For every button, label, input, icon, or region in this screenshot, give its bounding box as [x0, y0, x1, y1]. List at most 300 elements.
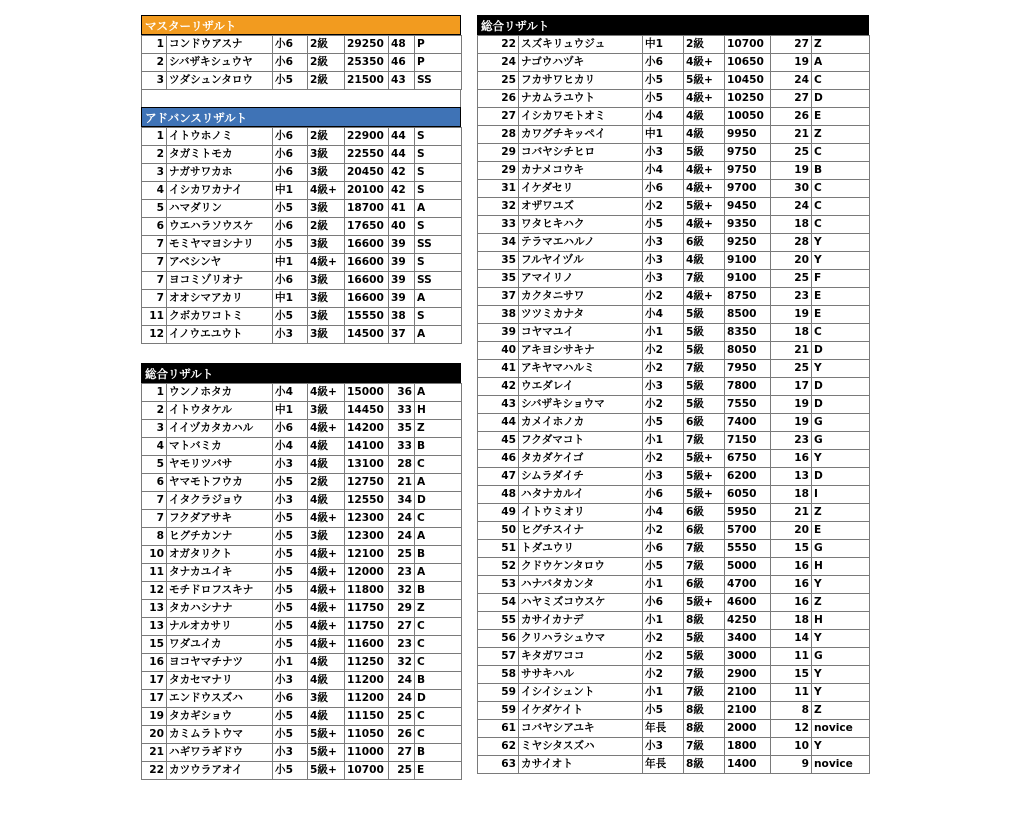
class-cell: S: [415, 218, 462, 236]
advance-rows: [142, 128, 462, 344]
class-cell: C: [415, 708, 462, 726]
level-cell: 4級: [684, 252, 725, 270]
class-cell: P: [415, 36, 462, 54]
score-cell: 10250: [725, 90, 771, 108]
name-cell: フクダアサキ: [167, 510, 273, 528]
class-cell: F: [812, 270, 870, 288]
name-cell: クボカワコトミ: [167, 308, 273, 326]
level-cell: 5級: [684, 144, 725, 162]
grade-cell: 小4: [643, 108, 684, 126]
table-row: [142, 146, 462, 164]
name-cell: カクタニサワ: [519, 288, 643, 306]
level-cell: 7級: [684, 270, 725, 288]
grade-cell: 小3: [273, 492, 308, 510]
name-cell: ワダユイカ: [167, 636, 273, 654]
score-cell: 11600: [345, 636, 389, 654]
score-cell: 2000: [725, 720, 771, 738]
name-cell: アベシンヤ: [167, 254, 273, 272]
score-cell: 16600: [345, 290, 389, 308]
level-cell: 6級: [684, 522, 725, 540]
level-cell: 4級: [308, 708, 345, 726]
table-row: [142, 618, 462, 636]
grade-cell: 小6: [643, 594, 684, 612]
total-right-section: [477, 15, 869, 774]
score-cell: 18700: [345, 200, 389, 218]
score-cell: 12550: [345, 492, 389, 510]
name-cell: モミヤマヨシナリ: [167, 236, 273, 254]
class-cell: S: [415, 308, 462, 326]
grade-cell: 小2: [643, 288, 684, 306]
rank-cell: 20: [142, 726, 167, 744]
score-cell: 10450: [725, 72, 771, 90]
points-cell: 27: [389, 744, 415, 762]
points-cell: 18: [771, 216, 812, 234]
grade-cell: 小6: [273, 218, 308, 236]
table-row: [142, 564, 462, 582]
class-cell: Z: [415, 420, 462, 438]
points-cell: 32: [389, 654, 415, 672]
class-cell: E: [415, 762, 462, 780]
score-cell: 14450: [345, 402, 389, 420]
level-cell: 5級+: [684, 72, 725, 90]
points-cell: 28: [771, 234, 812, 252]
score-cell: 15550: [345, 308, 389, 326]
points-cell: 13: [771, 468, 812, 486]
points-cell: 24: [771, 72, 812, 90]
class-cell: H: [415, 402, 462, 420]
table-row: [478, 738, 870, 756]
points-cell: 11: [771, 648, 812, 666]
grade-cell: 小5: [643, 558, 684, 576]
name-cell: シバザキシュウヤ: [167, 54, 273, 72]
points-cell: 36: [389, 384, 415, 402]
table-row: [478, 720, 870, 738]
grade-cell: 小1: [643, 324, 684, 342]
score-cell: 21500: [345, 72, 389, 90]
level-cell: 5級: [684, 630, 725, 648]
master-section: [141, 15, 461, 107]
class-cell: B: [415, 438, 462, 456]
class-cell: Y: [812, 738, 870, 756]
table-row: [478, 432, 870, 450]
score-cell: 9350: [725, 216, 771, 234]
table-row: [142, 546, 462, 564]
class-cell: I: [812, 486, 870, 504]
rank-cell: 4: [142, 182, 167, 200]
score-cell: 9950: [725, 126, 771, 144]
points-cell: 19: [771, 54, 812, 72]
grade-cell: 小6: [273, 420, 308, 438]
grade-cell: 小5: [643, 72, 684, 90]
name-cell: タカセマナリ: [167, 672, 273, 690]
level-cell: 5級: [684, 324, 725, 342]
table-row: [142, 54, 462, 72]
rank-cell: 13: [142, 618, 167, 636]
level-cell: 4級+: [308, 636, 345, 654]
class-cell: Y: [812, 684, 870, 702]
level-cell: 2級: [308, 36, 345, 54]
rank-cell: 45: [478, 432, 519, 450]
grade-cell: 小4: [643, 306, 684, 324]
rank-cell: 2: [142, 54, 167, 72]
rank-cell: 7: [142, 254, 167, 272]
points-cell: 21: [771, 126, 812, 144]
score-cell: 3400: [725, 630, 771, 648]
points-cell: 34: [389, 492, 415, 510]
total-left-rows: [142, 384, 462, 780]
score-cell: 3000: [725, 648, 771, 666]
name-cell: クドウケンタロウ: [519, 558, 643, 576]
score-cell: 11200: [345, 672, 389, 690]
score-cell: 2100: [725, 684, 771, 702]
level-cell: 5級+: [684, 450, 725, 468]
rank-cell: 55: [478, 612, 519, 630]
table-row: [142, 672, 462, 690]
rank-cell: 26: [478, 90, 519, 108]
grade-cell: 小1: [643, 684, 684, 702]
points-cell: 11: [771, 684, 812, 702]
class-cell: C: [812, 144, 870, 162]
grade-cell: 小5: [273, 618, 308, 636]
rank-cell: 5: [142, 456, 167, 474]
table-row: [142, 164, 462, 182]
table-row: [142, 492, 462, 510]
points-cell: 29: [389, 600, 415, 618]
grade-cell: 中1: [273, 182, 308, 200]
level-cell: 7級: [684, 432, 725, 450]
points-cell: 16: [771, 594, 812, 612]
rank-cell: 15: [142, 636, 167, 654]
grade-cell: 小3: [643, 378, 684, 396]
score-cell: 29250: [345, 36, 389, 54]
rank-cell: 31: [478, 180, 519, 198]
score-cell: 1400: [725, 756, 771, 774]
class-cell: Y: [812, 360, 870, 378]
score-cell: 2100: [725, 702, 771, 720]
points-cell: 25: [389, 762, 415, 780]
table-row: [142, 744, 462, 762]
class-cell: B: [415, 672, 462, 690]
table-row: [142, 36, 462, 54]
rank-cell: 1: [142, 128, 167, 146]
class-cell: H: [812, 612, 870, 630]
grade-cell: 小3: [643, 144, 684, 162]
name-cell: アキヤマハルミ: [519, 360, 643, 378]
points-cell: 37: [389, 326, 415, 344]
name-cell: カミムラトウマ: [167, 726, 273, 744]
score-cell: 5950: [725, 504, 771, 522]
class-cell: G: [812, 432, 870, 450]
rank-cell: 2: [142, 402, 167, 420]
score-cell: 11050: [345, 726, 389, 744]
table-row: [478, 594, 870, 612]
table-row: [478, 378, 870, 396]
level-cell: 4級+: [308, 546, 345, 564]
rank-cell: 42: [478, 378, 519, 396]
left-column: [141, 15, 461, 780]
class-cell: S: [415, 146, 462, 164]
table-row: [478, 504, 870, 522]
name-cell: イトウホノミ: [167, 128, 273, 146]
score-cell: 10700: [345, 762, 389, 780]
score-cell: 16600: [345, 236, 389, 254]
points-cell: 20: [771, 522, 812, 540]
level-cell: 8級: [684, 702, 725, 720]
points-cell: 20: [771, 252, 812, 270]
rank-cell: 12: [142, 326, 167, 344]
class-cell: S: [415, 254, 462, 272]
table-row: [142, 236, 462, 254]
class-cell: H: [812, 558, 870, 576]
points-cell: 18: [771, 324, 812, 342]
grade-cell: 小5: [273, 200, 308, 218]
score-cell: 20100: [345, 182, 389, 200]
score-cell: 14500: [345, 326, 389, 344]
level-cell: 4級+: [684, 180, 725, 198]
name-cell: イシカワカナイ: [167, 182, 273, 200]
rank-cell: 8: [142, 528, 167, 546]
rank-cell: 11: [142, 564, 167, 582]
score-cell: 9750: [725, 144, 771, 162]
score-cell: 11150: [345, 708, 389, 726]
grade-cell: 小6: [643, 54, 684, 72]
table-row: [142, 600, 462, 618]
class-cell: C: [415, 618, 462, 636]
score-cell: 10700: [725, 36, 771, 54]
table-row: [142, 708, 462, 726]
points-cell: 25: [389, 708, 415, 726]
table-row: [142, 182, 462, 200]
grade-cell: 小4: [273, 438, 308, 456]
rank-cell: 17: [142, 672, 167, 690]
rank-cell: 21: [142, 744, 167, 762]
grade-cell: 小6: [273, 54, 308, 72]
class-cell: Z: [812, 36, 870, 54]
rank-cell: 37: [478, 288, 519, 306]
points-cell: 24: [389, 690, 415, 708]
table-row: [478, 630, 870, 648]
name-cell: ウンノホタカ: [167, 384, 273, 402]
table-row: [142, 308, 462, 326]
grade-cell: 小3: [273, 744, 308, 762]
level-cell: 3級: [308, 200, 345, 218]
points-cell: 19: [771, 162, 812, 180]
grade-cell: 小2: [643, 630, 684, 648]
score-cell: 12000: [345, 564, 389, 582]
rank-cell: 11: [142, 308, 167, 326]
name-cell: タカダケイゴ: [519, 450, 643, 468]
class-cell: C: [812, 198, 870, 216]
level-cell: 4級+: [684, 90, 725, 108]
rank-cell: 2: [142, 146, 167, 164]
table-row: [478, 90, 870, 108]
class-cell: A: [415, 290, 462, 308]
points-cell: 39: [389, 236, 415, 254]
table-row: [142, 326, 462, 344]
class-cell: C: [812, 324, 870, 342]
level-cell: 3級: [308, 528, 345, 546]
level-cell: 4級: [308, 456, 345, 474]
level-cell: 4級+: [308, 254, 345, 272]
points-cell: 25: [771, 360, 812, 378]
points-cell: 42: [389, 182, 415, 200]
points-cell: 40: [389, 218, 415, 236]
score-cell: 5000: [725, 558, 771, 576]
rank-cell: 63: [478, 756, 519, 774]
name-cell: モチドロフスキナ: [167, 582, 273, 600]
level-cell: 7級: [684, 558, 725, 576]
name-cell: カサイカナデ: [519, 612, 643, 630]
name-cell: ナゴウハヅキ: [519, 54, 643, 72]
rank-cell: 7: [142, 492, 167, 510]
class-cell: A: [415, 528, 462, 546]
grade-cell: 小4: [273, 384, 308, 402]
total-right-table: [477, 35, 870, 774]
level-cell: 3級: [308, 326, 345, 344]
table-row: [142, 726, 462, 744]
total-left-section: [141, 363, 461, 780]
level-cell: 4級: [308, 438, 345, 456]
score-cell: 7150: [725, 432, 771, 450]
points-cell: 38: [389, 308, 415, 326]
rank-cell: 5: [142, 200, 167, 218]
grade-cell: 小6: [273, 690, 308, 708]
name-cell: フクダマコト: [519, 432, 643, 450]
advance-section: [141, 107, 461, 344]
rank-cell: 62: [478, 738, 519, 756]
rank-cell: 1: [142, 36, 167, 54]
class-cell: Y: [812, 450, 870, 468]
class-cell: E: [812, 522, 870, 540]
table-row: [142, 690, 462, 708]
points-cell: 10: [771, 738, 812, 756]
class-cell: E: [812, 288, 870, 306]
grade-cell: 小1: [643, 612, 684, 630]
name-cell: カメイホノカ: [519, 414, 643, 432]
level-cell: 7級: [684, 666, 725, 684]
level-cell: 6級: [684, 504, 725, 522]
class-cell: C: [415, 726, 462, 744]
class-cell: C: [812, 72, 870, 90]
level-cell: 2級: [308, 54, 345, 72]
points-cell: 43: [389, 72, 415, 90]
table-row: [478, 666, 870, 684]
score-cell: 5700: [725, 522, 771, 540]
name-cell: ナルオカサリ: [167, 618, 273, 636]
class-cell: D: [812, 90, 870, 108]
grade-cell: 小5: [643, 216, 684, 234]
grade-cell: 小6: [273, 272, 308, 290]
name-cell: ハマダリン: [167, 200, 273, 218]
table-row: [142, 384, 462, 402]
score-cell: 7400: [725, 414, 771, 432]
grade-cell: 小5: [643, 90, 684, 108]
level-cell: 4級+: [684, 216, 725, 234]
points-cell: 46: [389, 54, 415, 72]
name-cell: ツツミカナタ: [519, 306, 643, 324]
class-cell: C: [415, 456, 462, 474]
rank-cell: 38: [478, 306, 519, 324]
class-cell: G: [812, 540, 870, 558]
table-row: [478, 342, 870, 360]
table-row: [478, 180, 870, 198]
points-cell: 32: [389, 582, 415, 600]
rank-cell: 50: [478, 522, 519, 540]
grade-cell: 小3: [643, 738, 684, 756]
grade-cell: 小5: [273, 564, 308, 582]
rank-cell: 44: [478, 414, 519, 432]
level-cell: 2級: [308, 128, 345, 146]
advance-table: [141, 127, 462, 344]
score-cell: 2900: [725, 666, 771, 684]
class-cell: novice: [812, 720, 870, 738]
grade-cell: 小5: [273, 600, 308, 618]
rank-cell: 29: [478, 162, 519, 180]
class-cell: E: [812, 108, 870, 126]
name-cell: キタガワココ: [519, 648, 643, 666]
name-cell: イケダセリ: [519, 180, 643, 198]
table-row: [478, 396, 870, 414]
level-cell: 5級: [684, 396, 725, 414]
points-cell: 27: [389, 618, 415, 636]
rank-cell: 35: [478, 252, 519, 270]
score-cell: 7800: [725, 378, 771, 396]
name-cell: コヤマユイ: [519, 324, 643, 342]
points-cell: 26: [771, 108, 812, 126]
level-cell: 2級: [308, 72, 345, 90]
table-row: [478, 360, 870, 378]
level-cell: 3級: [308, 236, 345, 254]
table-row: [142, 200, 462, 218]
master-table: [141, 35, 462, 90]
points-cell: 21: [389, 474, 415, 492]
name-cell: テラマエハルノ: [519, 234, 643, 252]
grade-cell: 小6: [273, 164, 308, 182]
level-cell: 7級: [684, 360, 725, 378]
rank-cell: 1: [142, 384, 167, 402]
name-cell: コバヤシアユキ: [519, 720, 643, 738]
name-cell: ツダシュンタロウ: [167, 72, 273, 90]
table-row: [478, 198, 870, 216]
table-row: [478, 558, 870, 576]
table-row: [478, 54, 870, 72]
table-row: [142, 528, 462, 546]
points-cell: 12: [771, 720, 812, 738]
score-cell: 15000: [345, 384, 389, 402]
grade-cell: 小3: [643, 468, 684, 486]
score-cell: 6750: [725, 450, 771, 468]
level-cell: 5級: [684, 378, 725, 396]
table-row: [478, 270, 870, 288]
score-cell: 11000: [345, 744, 389, 762]
rank-cell: 58: [478, 666, 519, 684]
table-row: [478, 756, 870, 774]
table-row: [478, 612, 870, 630]
name-cell: アキヨシサキナ: [519, 342, 643, 360]
points-cell: 8: [771, 702, 812, 720]
grade-cell: 小5: [273, 726, 308, 744]
points-cell: 39: [389, 254, 415, 272]
points-cell: 27: [771, 90, 812, 108]
name-cell: トダユウリ: [519, 540, 643, 558]
score-cell: 12750: [345, 474, 389, 492]
master-spacer: [141, 90, 461, 107]
grade-cell: 小3: [643, 270, 684, 288]
points-cell: 16: [771, 450, 812, 468]
score-cell: 4250: [725, 612, 771, 630]
rank-cell: 27: [478, 108, 519, 126]
score-cell: 22550: [345, 146, 389, 164]
